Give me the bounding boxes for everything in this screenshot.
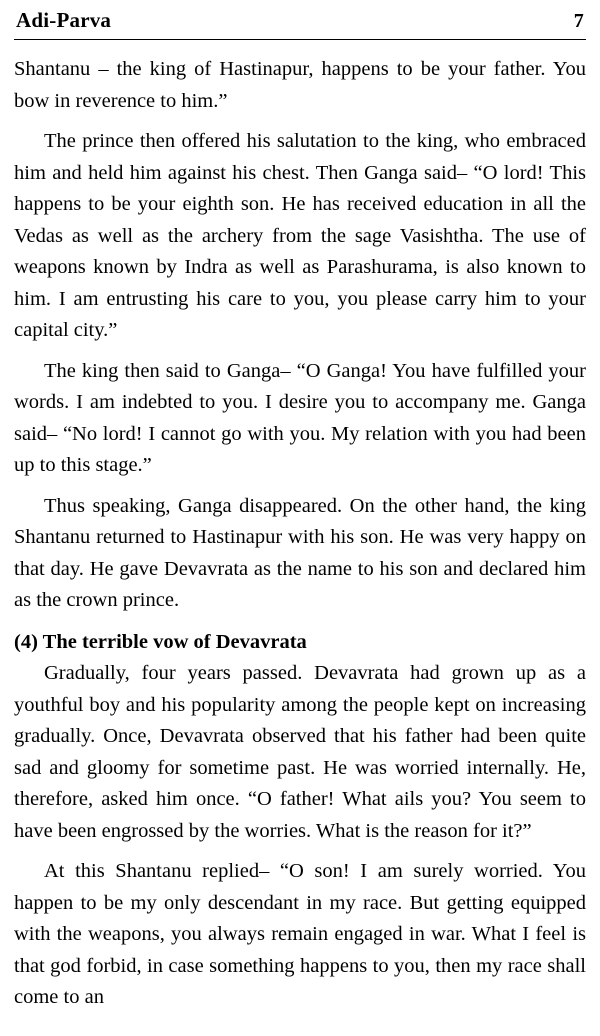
paragraph-gap (14, 847, 586, 856)
paragraph: Gradually, four years passed. Devavrata had grown up as a youthful boy and his popularity among the people kept on increasing gradually. Once, Devavrata observed that his father had been quite sad and gloomy for sometime past. He was worried internally. He, therefore, asked him once. “O father! What ails you? You seem to have been engrossed by the worries. What is the reason for it?” (14, 662, 586, 842)
paragraph: The king then said to Ganga– “O Ganga! You have fulfilled your words. I am indebted to you. I desire you to accompany me. Ganga said– “No lord! I cannot go with you. My relation with you had been up to this stage.” (14, 359, 586, 476)
page-number: 7 (573, 10, 584, 32)
paragraph: Shantanu – the king of Hastinapur, happens to be your father. You bow in reverence to him.” (14, 58, 586, 112)
paragraph: The prince then offered his salutation to the king, who embraced him and held him against his chest. Then Ganga said– “O lord! This happens to be your eighth son. He has received education in all the Vedas as well as the archery from the sage Vasishtha. The use of weapons known by Indra as well as Parashurama, is also known to him. I am entrusting his care to you, you please carry him to your capital city.” (14, 130, 586, 341)
paragraph: Thus speaking, Ganga disappeared. On the other hand, the king Shantanu returned to Hastinapur with his son. He was very happy on that day. He gave Devavrata as the name to his son and declared him as the crown prince. (14, 494, 586, 611)
paragraph-gap (14, 347, 586, 356)
page-header (14, 8, 586, 39)
section-heading: (4) The terrible vow of Devavrata (14, 630, 307, 653)
paragraph-gap (14, 117, 586, 126)
book-title: Adi-Parva (16, 8, 112, 32)
page-body (14, 54, 586, 1014)
paragraph: At this Shantanu replied– “O son! I am surely worried. You happen to be my only descendant in my race. But getting equipped with the weapons, you always remain engaged in war. What I feel is that god forbid, in case something happens to you, then my race shall come to an (14, 860, 586, 1008)
paragraph-gap (14, 482, 586, 491)
header-divider (14, 39, 586, 40)
